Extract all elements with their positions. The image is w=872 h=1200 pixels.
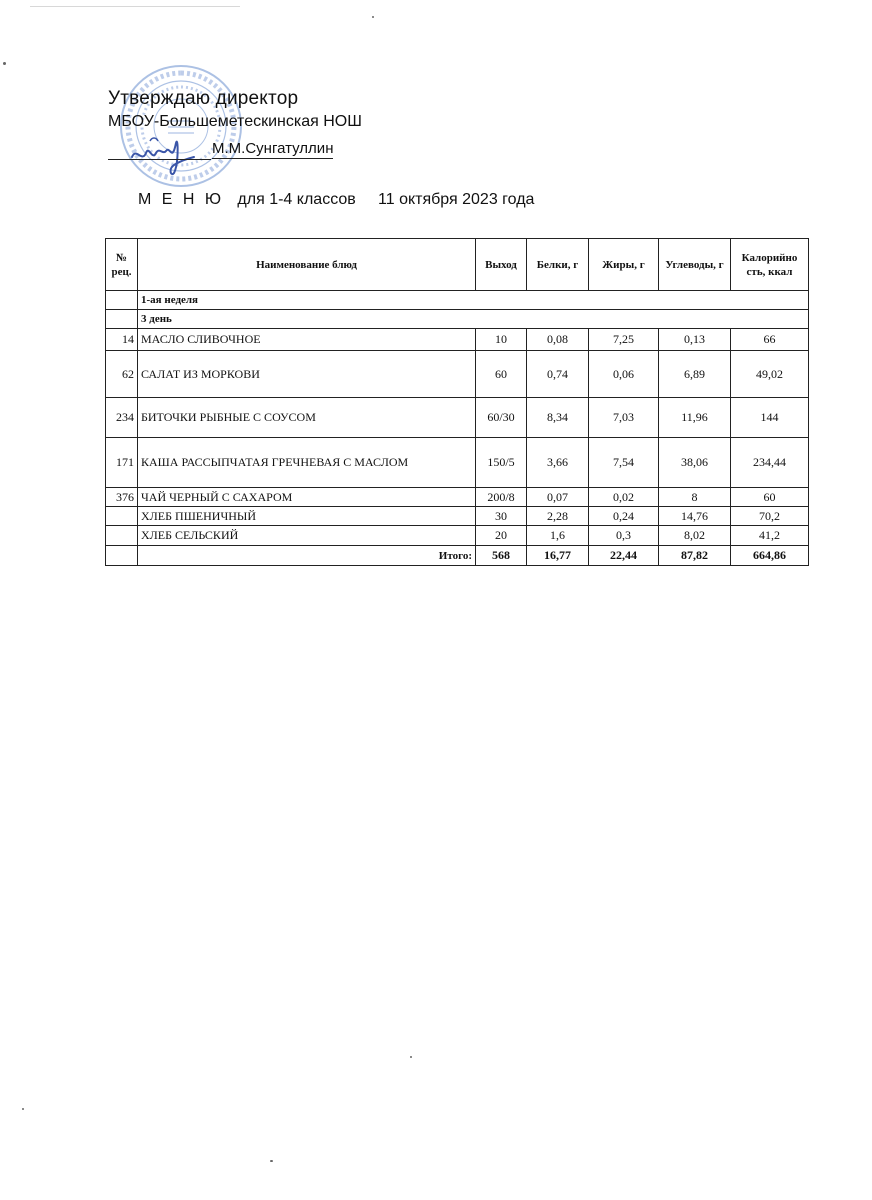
header-carbs: Углеводы, г bbox=[659, 239, 731, 291]
cell-calories: 70,2 bbox=[731, 507, 809, 526]
cell-recipe: 62 bbox=[106, 351, 138, 398]
scan-speck bbox=[22, 1108, 24, 1110]
scan-speck bbox=[410, 1056, 412, 1058]
week-row-blank bbox=[106, 291, 138, 310]
header-dish-name: Наименование блюд bbox=[138, 239, 476, 291]
signer-name: М.М.Сунгатуллин bbox=[212, 140, 334, 157]
cell-dish: МАСЛО СЛИВОЧНОЕ bbox=[138, 329, 476, 351]
for-classes: для 1-4 классов bbox=[237, 191, 356, 208]
cell-carbs: 38,06 bbox=[659, 438, 731, 488]
total-label: Итого: bbox=[138, 546, 476, 566]
cell-dish: ХЛЕБ СЕЛЬСКИЙ bbox=[138, 526, 476, 546]
cell-carbs: 8 bbox=[659, 488, 731, 507]
cell-calories: 60 bbox=[731, 488, 809, 507]
cell-output: 150/5 bbox=[476, 438, 527, 488]
cell-recipe bbox=[106, 507, 138, 526]
cell-proteins: 1,6 bbox=[527, 526, 589, 546]
cell-output: 20 bbox=[476, 526, 527, 546]
menu-date: 11 октября 2023 года bbox=[378, 191, 535, 208]
week-label: 1-ая неделя bbox=[138, 291, 809, 310]
signature-row bbox=[108, 139, 368, 163]
cell-carbs: 6,89 bbox=[659, 351, 731, 398]
cell-output: 60 bbox=[476, 351, 527, 398]
total-blank bbox=[106, 546, 138, 566]
table-row bbox=[106, 488, 809, 507]
cell-fats: 0,02 bbox=[589, 488, 659, 507]
cell-fats: 0,3 bbox=[589, 526, 659, 546]
cell-fats: 7,25 bbox=[589, 329, 659, 351]
cell-recipe bbox=[106, 526, 138, 546]
day-row-blank bbox=[106, 310, 138, 329]
table-row bbox=[106, 398, 809, 438]
cell-proteins: 0,07 bbox=[527, 488, 589, 507]
cell-calories: 41,2 bbox=[731, 526, 809, 546]
header-fats: Жиры, г bbox=[589, 239, 659, 291]
scan-edge-line bbox=[30, 6, 240, 7]
cell-proteins: 3,66 bbox=[527, 438, 589, 488]
table-row bbox=[106, 351, 809, 398]
day-row bbox=[106, 310, 809, 329]
document-title bbox=[138, 191, 534, 209]
cell-fats: 0,06 bbox=[589, 351, 659, 398]
cell-recipe: 171 bbox=[106, 438, 138, 488]
header-calories: Калорийно сть, ккал bbox=[731, 239, 809, 291]
signature-line bbox=[108, 159, 211, 160]
school-name: МБОУ-Большеметескинская НОШ bbox=[108, 113, 362, 130]
cell-proteins: 2,28 bbox=[527, 507, 589, 526]
cell-output: 200/8 bbox=[476, 488, 527, 507]
total-fats: 22,44 bbox=[589, 546, 659, 566]
cell-carbs: 8,02 bbox=[659, 526, 731, 546]
menu-table bbox=[105, 238, 809, 566]
approval-block bbox=[108, 88, 362, 131]
cell-recipe: 234 bbox=[106, 398, 138, 438]
cell-calories: 66 bbox=[731, 329, 809, 351]
total-calories: 664,86 bbox=[731, 546, 809, 566]
cell-proteins: 0,74 bbox=[527, 351, 589, 398]
cell-fats: 0,24 bbox=[589, 507, 659, 526]
cell-proteins: 8,34 bbox=[527, 398, 589, 438]
header-recipe-no: № рец. bbox=[106, 239, 138, 291]
cell-dish: ЧАЙ ЧЕРНЫЙ С САХАРОМ bbox=[138, 488, 476, 507]
cell-carbs: 0,13 bbox=[659, 329, 731, 351]
total-row bbox=[106, 546, 809, 566]
scan-speck bbox=[372, 16, 374, 18]
cell-dish: КАША РАССЫПЧАТАЯ ГРЕЧНЕВАЯ С МАСЛОМ bbox=[138, 438, 476, 488]
menu-word: М Е Н Ю bbox=[138, 191, 225, 208]
week-row bbox=[106, 291, 809, 310]
cell-output: 60/30 bbox=[476, 398, 527, 438]
table-row bbox=[106, 329, 809, 351]
cell-recipe: 14 bbox=[106, 329, 138, 351]
scan-speck bbox=[3, 62, 6, 65]
cell-recipe: 376 bbox=[106, 488, 138, 507]
table-row bbox=[106, 526, 809, 546]
cell-output: 10 bbox=[476, 329, 527, 351]
cell-output: 30 bbox=[476, 507, 527, 526]
table-row bbox=[106, 438, 809, 488]
cell-carbs: 11,96 bbox=[659, 398, 731, 438]
table-header-row bbox=[106, 239, 809, 291]
header-proteins: Белки, г bbox=[527, 239, 589, 291]
approve-title: Утверждаю директор bbox=[108, 88, 299, 109]
cell-fats: 7,54 bbox=[589, 438, 659, 488]
cell-dish: БИТОЧКИ РЫБНЫЕ С СОУСОМ bbox=[138, 398, 476, 438]
cell-proteins: 0,08 bbox=[527, 329, 589, 351]
total-carbs: 87,82 bbox=[659, 546, 731, 566]
day-label: 3 день bbox=[138, 310, 809, 329]
cell-dish: САЛАТ ИЗ МОРКОВИ bbox=[138, 351, 476, 398]
table-row bbox=[106, 507, 809, 526]
scan-speck bbox=[270, 1160, 273, 1162]
cell-calories: 144 bbox=[731, 398, 809, 438]
cell-calories: 234,44 bbox=[731, 438, 809, 488]
cell-carbs: 14,76 bbox=[659, 507, 731, 526]
total-proteins: 16,77 bbox=[527, 546, 589, 566]
cell-calories: 49,02 bbox=[731, 351, 809, 398]
cell-dish: ХЛЕБ ПШЕНИЧНЫЙ bbox=[138, 507, 476, 526]
cell-fats: 7,03 bbox=[589, 398, 659, 438]
header-output: Выход bbox=[476, 239, 527, 291]
total-output: 568 bbox=[476, 546, 527, 566]
